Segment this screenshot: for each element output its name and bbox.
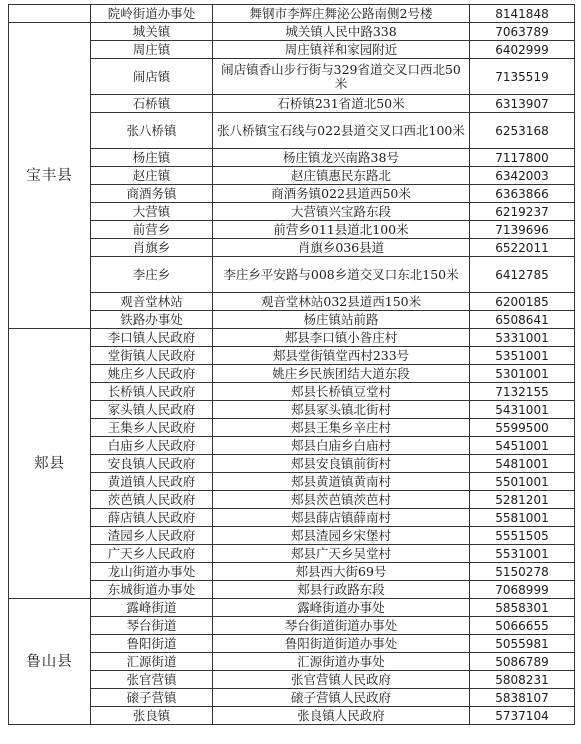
county-cell: 鲁山县 bbox=[9, 599, 91, 725]
table-row bbox=[9, 41, 575, 59]
unit-name-cell: 薛店镇人民政府 bbox=[91, 509, 213, 527]
phone-cell: 5281201 bbox=[470, 491, 575, 509]
county-cell bbox=[9, 5, 91, 23]
table-row bbox=[9, 167, 575, 185]
address-cell: 郏县薛店镇薛南村 bbox=[213, 509, 470, 527]
table-row bbox=[9, 437, 575, 455]
unit-name-cell: 商酒务镇 bbox=[91, 185, 213, 203]
unit-name-cell: 黄道镇人民政府 bbox=[91, 473, 213, 491]
address-cell: 大营镇兴宝路东段 bbox=[213, 203, 470, 221]
phone-cell: 6402999 bbox=[470, 41, 575, 59]
table-row bbox=[9, 203, 575, 221]
phone-cell: 7117800 bbox=[470, 149, 575, 167]
address-cell: 杨庄镇龙兴南路38号 bbox=[213, 149, 470, 167]
unit-name-cell: 磙子营镇 bbox=[91, 689, 213, 707]
unit-name-cell: 铁路办事处 bbox=[91, 311, 213, 329]
table-row bbox=[9, 311, 575, 329]
phone-cell: 5481001 bbox=[470, 455, 575, 473]
address-cell: 赵庄镇惠民东路北 bbox=[213, 167, 470, 185]
table-row bbox=[9, 473, 575, 491]
unit-name-cell: 赵庄镇 bbox=[91, 167, 213, 185]
table-row bbox=[9, 689, 575, 707]
table-row bbox=[9, 581, 575, 599]
phone-cell: 5858301 bbox=[470, 599, 575, 617]
table-row bbox=[9, 23, 575, 41]
phone-cell: 6313907 bbox=[470, 95, 575, 113]
address-cell: 郏县白庙乡白庙村 bbox=[213, 437, 470, 455]
phone-cell: 5501001 bbox=[470, 473, 575, 491]
phone-cell: 6412785 bbox=[470, 257, 575, 293]
table-row bbox=[9, 239, 575, 257]
table-row bbox=[9, 563, 575, 581]
unit-name-cell: 院岭街道办事处 bbox=[91, 5, 213, 23]
table-row bbox=[9, 419, 575, 437]
unit-name-cell: 冢头镇人民政府 bbox=[91, 401, 213, 419]
phone-cell: 5581001 bbox=[470, 509, 575, 527]
county-cell: 宝丰县 bbox=[9, 23, 91, 329]
address-cell: 郏县茨芭镇茨芭村 bbox=[213, 491, 470, 509]
table-row bbox=[9, 671, 575, 689]
phone-cell: 7135519 bbox=[470, 59, 575, 95]
table-row bbox=[9, 347, 575, 365]
address-cell: 李庄乡平安路与008乡道交叉口东北150米 bbox=[213, 257, 470, 293]
unit-name-cell: 露峰街道 bbox=[91, 599, 213, 617]
phone-cell: 5551505 bbox=[470, 527, 575, 545]
address-cell: 商酒务镇022县道西50米 bbox=[213, 185, 470, 203]
table-row bbox=[9, 401, 575, 419]
county-cell: 郏县 bbox=[9, 329, 91, 599]
phone-cell: 5838107 bbox=[470, 689, 575, 707]
unit-name-cell: 李庄乡 bbox=[91, 257, 213, 293]
address-cell: 郏县安良镇前街村 bbox=[213, 455, 470, 473]
address-cell: 前营乡011县道北100米 bbox=[213, 221, 470, 239]
table-row bbox=[9, 293, 575, 311]
table-row bbox=[9, 59, 575, 95]
table-row bbox=[9, 599, 575, 617]
phone-cell: 7132155 bbox=[470, 383, 575, 401]
phone-cell: 5431001 bbox=[470, 401, 575, 419]
directory-table-body bbox=[9, 5, 575, 725]
unit-name-cell: 广天乡人民政府 bbox=[91, 545, 213, 563]
unit-name-cell: 渣园乡人民政府 bbox=[91, 527, 213, 545]
address-cell: 磙子营镇人民政府 bbox=[213, 689, 470, 707]
phone-cell: 7063789 bbox=[470, 23, 575, 41]
table-row bbox=[9, 383, 575, 401]
table-row bbox=[9, 653, 575, 671]
phone-cell: 6342003 bbox=[470, 167, 575, 185]
phone-cell: 6200185 bbox=[470, 293, 575, 311]
unit-name-cell: 姚庄乡人民政府 bbox=[91, 365, 213, 383]
unit-name-cell: 堂街镇人民政府 bbox=[91, 347, 213, 365]
table-row bbox=[9, 221, 575, 239]
address-cell: 郏县长桥镇豆堂村 bbox=[213, 383, 470, 401]
phone-cell: 5451001 bbox=[470, 437, 575, 455]
address-cell: 闹店镇香山步行街与329省道交叉口西北50米 bbox=[213, 59, 470, 95]
table-row bbox=[9, 635, 575, 653]
table-row bbox=[9, 257, 575, 293]
unit-name-cell: 安良镇人民政府 bbox=[91, 455, 213, 473]
table-row bbox=[9, 5, 575, 23]
table-row bbox=[9, 95, 575, 113]
phone-cell: 5531001 bbox=[470, 545, 575, 563]
unit-name-cell: 观音堂林站 bbox=[91, 293, 213, 311]
unit-name-cell: 石桥镇 bbox=[91, 95, 213, 113]
address-cell: 郏县李口镇小昝庄村 bbox=[213, 329, 470, 347]
address-cell: 琴台街道街道办事处 bbox=[213, 617, 470, 635]
phone-cell: 6508641 bbox=[470, 311, 575, 329]
unit-name-cell: 琴台街道 bbox=[91, 617, 213, 635]
phone-cell: 5331001 bbox=[470, 329, 575, 347]
unit-name-cell: 茨芭镇人民政府 bbox=[91, 491, 213, 509]
phone-cell: 5808231 bbox=[470, 671, 575, 689]
table-row bbox=[9, 455, 575, 473]
address-cell: 观音堂林站032县道西150米 bbox=[213, 293, 470, 311]
unit-name-cell: 周庄镇 bbox=[91, 41, 213, 59]
table-row bbox=[9, 545, 575, 563]
phone-cell: 6253168 bbox=[470, 113, 575, 149]
address-cell: 舞钢市李辉庄舞泌公路南侧2号楼 bbox=[213, 5, 470, 23]
address-cell: 城关镇人民中路338 bbox=[213, 23, 470, 41]
table-row bbox=[9, 491, 575, 509]
directory-table bbox=[8, 4, 575, 725]
phone-cell: 7068999 bbox=[470, 581, 575, 599]
phone-cell: 5055981 bbox=[470, 635, 575, 653]
unit-name-cell: 闹店镇 bbox=[91, 59, 213, 95]
unit-name-cell: 张八桥镇 bbox=[91, 113, 213, 149]
address-cell: 张良镇人民政府 bbox=[213, 707, 470, 725]
unit-name-cell: 汇源街道 bbox=[91, 653, 213, 671]
phone-cell: 5599500 bbox=[470, 419, 575, 437]
table-row bbox=[9, 185, 575, 203]
address-cell: 姚庄乡民族团结大道东段 bbox=[213, 365, 470, 383]
unit-name-cell: 城关镇 bbox=[91, 23, 213, 41]
address-cell: 张八桥镇宝石线与022县道交叉口西北100米 bbox=[213, 113, 470, 149]
unit-name-cell: 肖旗乡 bbox=[91, 239, 213, 257]
unit-name-cell: 龙山街道办事处 bbox=[91, 563, 213, 581]
unit-name-cell: 李口镇人民政府 bbox=[91, 329, 213, 347]
table-row bbox=[9, 527, 575, 545]
phone-cell: 5150278 bbox=[470, 563, 575, 581]
address-cell: 郏县黄道镇黄南村 bbox=[213, 473, 470, 491]
phone-cell: 6219237 bbox=[470, 203, 575, 221]
address-cell: 石桥镇231省道北50米 bbox=[213, 95, 470, 113]
unit-name-cell: 张官营镇 bbox=[91, 671, 213, 689]
address-cell: 郏县西大街69号 bbox=[213, 563, 470, 581]
address-cell: 杨庄镇站前路 bbox=[213, 311, 470, 329]
address-cell: 张官营镇人民政府 bbox=[213, 671, 470, 689]
unit-name-cell: 鲁阳街道 bbox=[91, 635, 213, 653]
address-cell: 肖旗乡036县道 bbox=[213, 239, 470, 257]
address-cell: 汇源街道办事处 bbox=[213, 653, 470, 671]
address-cell: 郏县冢头镇北街村 bbox=[213, 401, 470, 419]
address-cell: 郏县行政路东段 bbox=[213, 581, 470, 599]
phone-cell: 6522011 bbox=[470, 239, 575, 257]
address-cell: 周庄镇祥和家园附近 bbox=[213, 41, 470, 59]
address-cell: 郏县王集乡辛庄村 bbox=[213, 419, 470, 437]
phone-cell: 5086789 bbox=[470, 653, 575, 671]
unit-name-cell: 张良镇 bbox=[91, 707, 213, 725]
unit-name-cell: 白庙乡人民政府 bbox=[91, 437, 213, 455]
unit-name-cell: 长桥镇人民政府 bbox=[91, 383, 213, 401]
address-cell: 郏县堂街镇堂西村233号 bbox=[213, 347, 470, 365]
phone-cell: 6363866 bbox=[470, 185, 575, 203]
unit-name-cell: 东城街道办事处 bbox=[91, 581, 213, 599]
table-row bbox=[9, 149, 575, 167]
phone-cell: 5066655 bbox=[470, 617, 575, 635]
phone-cell: 8141848 bbox=[470, 5, 575, 23]
table-row bbox=[9, 707, 575, 725]
table-row bbox=[9, 365, 575, 383]
address-cell: 郏县渣园乡宋堡村 bbox=[213, 527, 470, 545]
table-row bbox=[9, 617, 575, 635]
address-cell: 郏县广天乡吴堂村 bbox=[213, 545, 470, 563]
unit-name-cell: 大营镇 bbox=[91, 203, 213, 221]
address-cell: 鲁阳街道街道办事处 bbox=[213, 635, 470, 653]
phone-cell: 5737104 bbox=[470, 707, 575, 725]
unit-name-cell: 王集乡人民政府 bbox=[91, 419, 213, 437]
phone-cell: 5351001 bbox=[470, 347, 575, 365]
table-row bbox=[9, 509, 575, 527]
table-row bbox=[9, 329, 575, 347]
phone-cell: 7139696 bbox=[470, 221, 575, 239]
address-cell: 露峰街道办事处 bbox=[213, 599, 470, 617]
table-row bbox=[9, 113, 575, 149]
phone-cell: 5301001 bbox=[470, 365, 575, 383]
unit-name-cell: 前营乡 bbox=[91, 221, 213, 239]
unit-name-cell: 杨庄镇 bbox=[91, 149, 213, 167]
